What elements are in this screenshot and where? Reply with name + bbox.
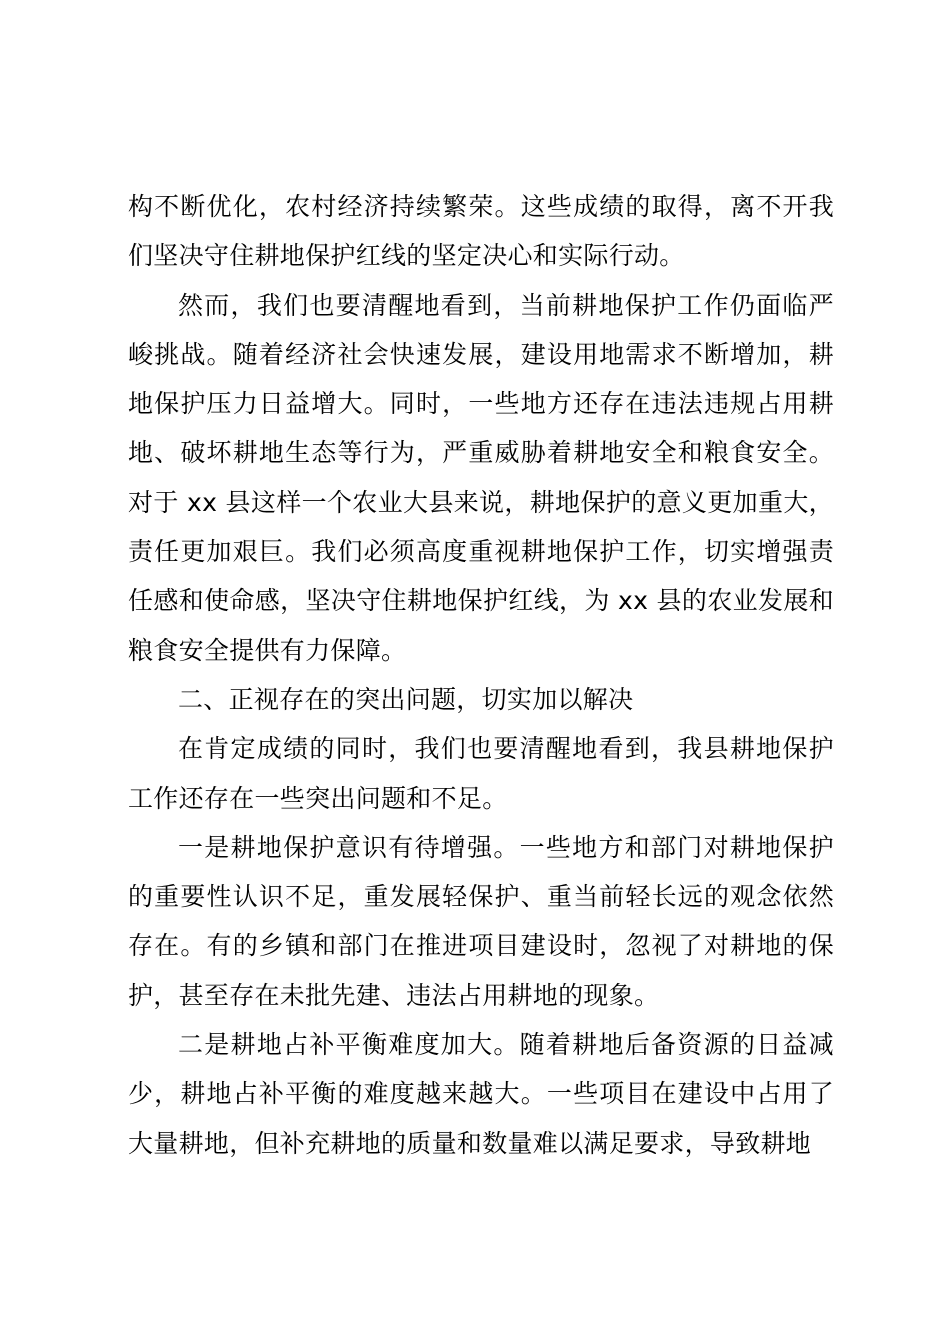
paragraph-problem-1: 一是耕地保护意识有待增强。一些地方和部门对耕地保护的重要性认识不足，重发展轻保护、重当前轻长远的观念依然存在。有的乡镇和部门在推进项目建设时，忽视了对耕地的保护，甚至存在未批先建、违法占用耕地的现象。 (128, 832, 834, 1010)
paragraph-problems-intro: 在肯定成绩的同时，我们也要清醒地看到，我县耕地保护工作还存在一些突出问题和不足。 (128, 734, 834, 813)
section-heading-2: 二、正视存在的突出问题，切实加以解决 (178, 684, 634, 714)
paragraph-problem-2: 二是耕地占补平衡难度加大。随着耕地后备资源的日益减少，耕地占补平衡的难度越来越大。一些项目在建设中占用了大量耕地，但补充耕地的质量和数量难以满足要求，导致耕地 (128, 1030, 834, 1158)
document-body (128, 182, 834, 1168)
paragraph-challenges: 然而，我们也要清醒地看到，当前耕地保护工作仍面临严峻挑战。随着经济社会快速发展，建设用地需求不断增加，耕地保护压力日益增大。同时，一些地方还存在违法违规占用耕地、破坏耕地生态等行为，严重威胁着耕地安全和粮食安全。对于 xx 县这样一个农业大县来说，耕地保护的意义更加重大，责任更加艰巨。我们必须高度重视耕地保护工作，切实增强责任感和使命感，坚决守住耕地保护红线，为 xx 县的农业发展和粮食安全提供有力保障。 (128, 290, 834, 665)
paragraph-continuation: 构不断优化，农村经济持续繁荣。这些成绩的取得，离不开我们坚决守住耕地保护红线的坚定决心和实际行动。 (128, 192, 834, 271)
